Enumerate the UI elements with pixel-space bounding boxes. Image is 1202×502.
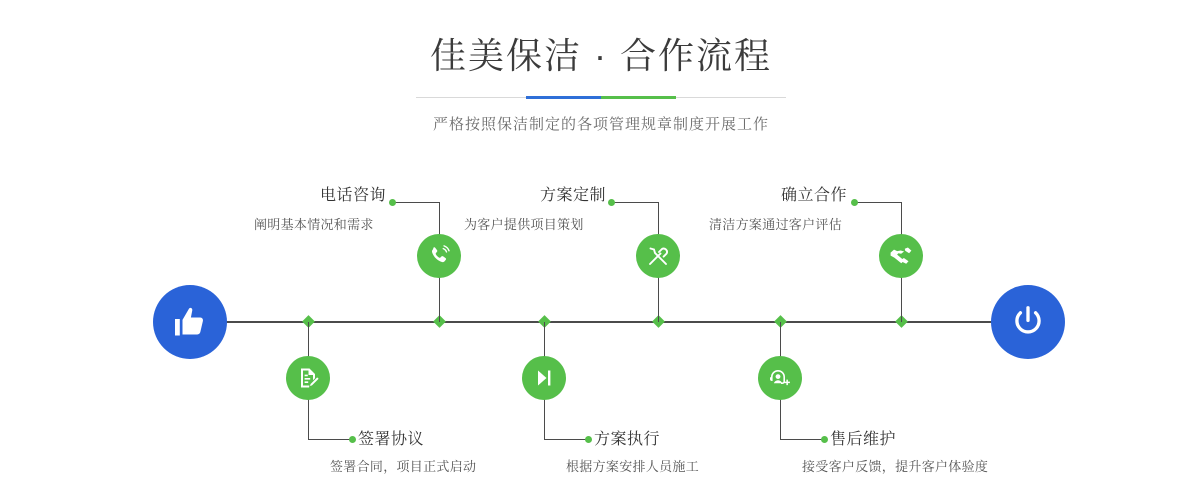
step-label: 方案执行 [594, 431, 661, 448]
step-icon-plan [636, 234, 680, 278]
step-icon-phone [417, 234, 461, 278]
power-icon [1009, 303, 1047, 341]
page-subtitle: 严格按照保洁制定的各项管理规章制度开展工作 [432, 116, 769, 133]
end-endpoint [991, 285, 1065, 359]
connector-horizontal [854, 202, 901, 203]
step-icon-cooperation [879, 234, 923, 278]
step-desc: 清洁方案通过客户评估 [709, 217, 843, 232]
step-desc: 为客户提供项目策划 [464, 217, 584, 232]
connector-horizontal [392, 202, 439, 203]
step-icon-support [758, 356, 802, 400]
step-label: 方案定制 [540, 187, 607, 204]
play-forward-icon [532, 366, 556, 390]
connector-dot [851, 199, 858, 206]
document-edit-icon [296, 366, 320, 390]
header [0, 30, 1202, 134]
title-divider [416, 96, 786, 99]
step-desc: 接受客户反馈，提升客户体验度 [802, 459, 989, 474]
connector-dot [821, 436, 828, 443]
connector-dot [349, 436, 356, 443]
step-icon-execute [522, 356, 566, 400]
connector-horizontal [308, 439, 352, 440]
tools-icon [646, 244, 670, 268]
page-title: 佳美保洁 · 合作流程 [430, 35, 772, 76]
thumbs-up-icon [172, 304, 208, 340]
timeline [0, 160, 1202, 502]
connector-horizontal [544, 439, 588, 440]
step-label: 电话咨询 [320, 187, 387, 204]
connector-dot [585, 436, 592, 443]
divider-accent-blue [526, 96, 601, 99]
handshake-icon [889, 244, 913, 268]
step-desc: 签署合同，项目正式启动 [330, 459, 477, 474]
step-label: 签署协议 [358, 431, 425, 448]
start-endpoint [153, 285, 227, 359]
step-desc: 根据方案安排人员施工 [566, 459, 700, 474]
customer-support-icon [768, 366, 792, 390]
step-desc: 阐明基本情况和需求 [254, 217, 374, 232]
divider-accent-green [601, 96, 676, 99]
step-label: 售后维护 [830, 431, 897, 448]
step-icon-sign [286, 356, 330, 400]
phone-call-icon [427, 244, 451, 268]
step-label: 确立合作 [781, 187, 848, 204]
connector-dot [389, 199, 396, 206]
connector-dot [608, 199, 615, 206]
connector-horizontal [611, 202, 658, 203]
connector-horizontal [780, 439, 824, 440]
